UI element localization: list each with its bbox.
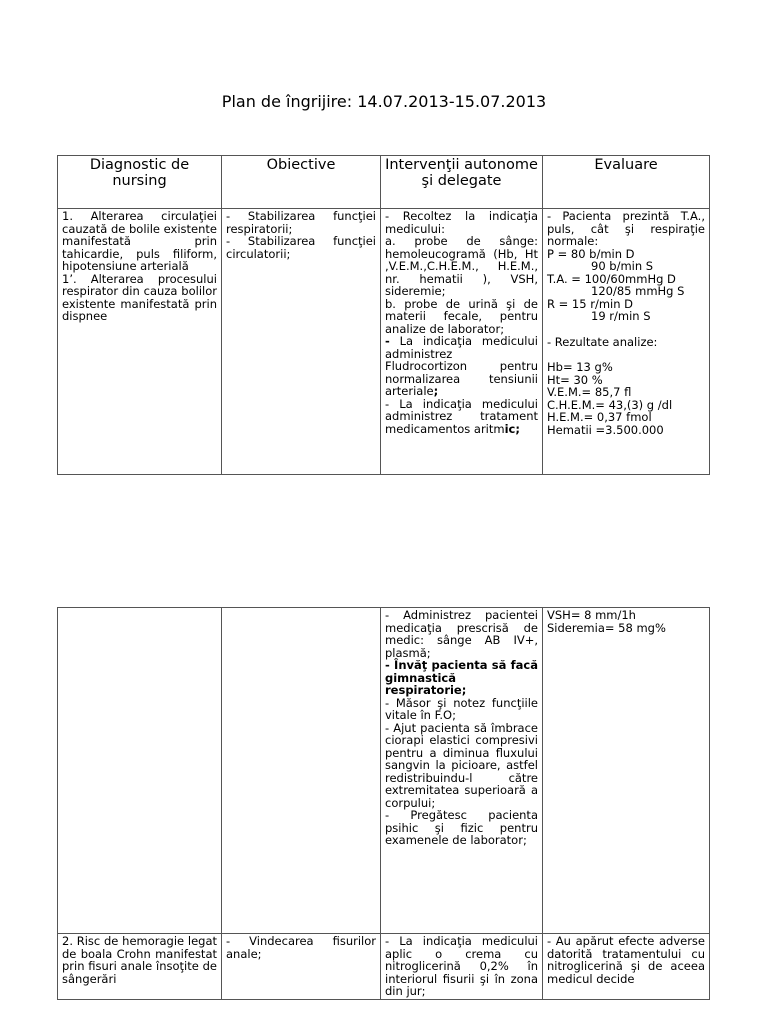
- intervention-dash: -: [385, 334, 390, 348]
- pulse-day: P = 80 b/min D: [547, 246, 635, 261]
- intervention-item: - Administrez pacientei medicaţia prescrisă de medic: sânge AB IV+, plasmă;: [385, 608, 538, 660]
- intervention-item: - La indicaţia medicului aplic o crema cu nitroglicerină 0,2% în interiorul fisurii şi în zona din jur;: [385, 934, 538, 998]
- obiective-cell: [222, 934, 381, 1000]
- lab-value: Ht= 30 %: [547, 372, 603, 387]
- objective-item: - Stabilizarea funcţiei respiratorii;: [226, 209, 376, 236]
- table-row: [58, 934, 710, 1000]
- intervention-item: a. probe de sânge: hemoleucogramă (Hb, Ht ,V.E.M.,C.H.E.M., H.E.M., nr. hematii ), VSH, sideremie;: [385, 234, 538, 298]
- lab-value: Hb= 13 g%: [547, 360, 613, 374]
- intervention-item: - Măsor şi notez funcţiile vitale în F.O;: [385, 695, 538, 722]
- obiective-cell: [222, 209, 381, 475]
- blood-pressure-night: 120/85 mmHg S: [591, 284, 685, 298]
- interventii-cell: [381, 934, 543, 1000]
- pulse-night: 90 b/min S: [591, 259, 654, 273]
- intervention-item-bold: - Învăţ pacienta să facă gimnastică respiratorie;: [385, 658, 538, 697]
- obiective-cell-empty: [222, 608, 381, 934]
- lab-value: VSH= 8 mm/1h: [547, 608, 636, 622]
- evaluare-cell: [543, 209, 710, 475]
- intervention-text: - La indicaţia medicului administrez tratament medicamentos aritm: [385, 396, 538, 436]
- intervention-item: - Ajut pacienta să îmbrace ciorapi elastici compresivi pentru a diminua fluxului sangvin la picioare, astfel redistribuindu-l către extremitatea superioară a corpului;: [385, 720, 538, 810]
- respiration-day: R = 15 r/min D: [547, 296, 634, 311]
- intervention-text: La indicaţia medicului administrez Fludrocortizon pentru normalizarea tensiunii arteriale: [385, 334, 538, 398]
- intervention-item: - Pregătesc pacienta psihic şi fizic pentru examenele de laborator;: [385, 808, 538, 847]
- table-row: [58, 209, 710, 475]
- care-plan-table-page-2: [57, 607, 710, 1000]
- evaluare-cell: [543, 934, 710, 1000]
- evaluation-item: - Au apărut efecte adverse datorită tratamentului cu nitroglicerină şi de aceea medicul decide: [547, 934, 705, 986]
- table-header-row: [58, 156, 710, 209]
- lab-value: Hematii =3.500.000: [547, 422, 664, 437]
- intervention-end: ic;: [504, 421, 520, 436]
- page-title: Plan de îngrijire: 14.07.2013-15.07.2013: [221, 92, 547, 111]
- lab-value: V.E.M.= 85,7 fl: [547, 385, 632, 399]
- intervention-item: b. probe de urină şi de materii fecale, pentru analize de laborator;: [385, 296, 538, 336]
- intervention-item: - Recoltez la indicaţia medicului:: [385, 209, 538, 236]
- evaluare-cell: [543, 608, 710, 934]
- diagnostic-cell: [58, 209, 222, 475]
- lab-results-heading: - Rezultate analize:: [547, 334, 658, 349]
- table-row: [58, 608, 710, 934]
- header-obiective: Obiective: [222, 156, 381, 209]
- respiration-night: 19 r/min S: [591, 309, 651, 323]
- diagnostic-item: 2. Risc de hemoragie legat de boala Crohn manifestat prin fisuri anale însoţite de sângerări: [62, 934, 217, 986]
- diagnostic-cell-empty: [58, 608, 222, 934]
- header-evaluare: Evaluare: [543, 156, 710, 209]
- intervention-item: [385, 335, 538, 398]
- lab-value: Sideremia= 58 mg%: [547, 620, 666, 635]
- interventii-cell: [381, 608, 543, 934]
- header-diagnostic: Diagnostic de nursing: [58, 156, 222, 209]
- diagnostic-item: 1’. Alterarea procesului respirator din cauza bolilor existente manifestată prin dispnee: [62, 271, 217, 323]
- lab-value: C.H.E.M.= 43,(3) g /dl: [547, 397, 673, 412]
- interventii-cell: [381, 209, 543, 475]
- header-interventii: Intervenţii autonome şi delegate: [381, 156, 543, 209]
- care-plan-table-page-1: [57, 155, 710, 475]
- evaluation-intro: - Pacienta prezintă T.A., puls, cât şi respiraţie normale:: [547, 209, 705, 248]
- objective-item: - Stabilizarea funcţiei circulatorii;: [226, 234, 376, 261]
- intervention-item: [385, 398, 538, 436]
- diagnostic-cell: [58, 934, 222, 1000]
- lab-value: H.E.M.= 0,37 fmol: [547, 410, 652, 424]
- intervention-end: ;: [433, 384, 439, 398]
- diagnostic-item: 1. Alterarea circulaţiei cauzată de bolile existente manifestată prin tahicardie, puls filiform, hipotensiune arterială: [62, 209, 217, 273]
- objective-item: - Vindecarea fisurilor anale;: [226, 934, 376, 961]
- blood-pressure-day: T.A. = 100/60mmHg D: [547, 271, 676, 286]
